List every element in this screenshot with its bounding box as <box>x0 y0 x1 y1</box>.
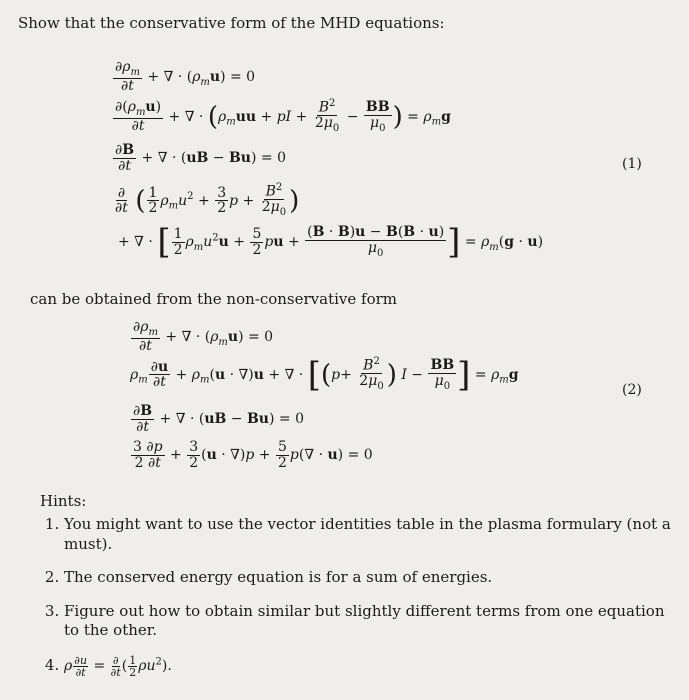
eq1-energy-flux: + ∇ · [ $\frac{1}{2}$ $\rho_mu^2u$ + $\frac{5}{2}$ pu + $\frac{(B \cdot B)u - B(B \cdot u)}{\mu_0}$ ] = $\rho_m(g \cdot u)$ <box>118 222 544 262</box>
hint-item <box>64 655 674 678</box>
eq1-continuity: $\frac{\partial\rho_m}{\partial t}$ + ∇ · $(\rho_mu) = 0$ <box>115 59 256 95</box>
hints-list <box>40 515 674 692</box>
hint-item: 1. You might want to use the vector identities table in the plasma formulary (not a must). <box>64 515 674 554</box>
eq1-induction: $\frac{\partial B}{\partial t}$ + ∇ · (uB − Bu) = 0 <box>115 142 286 174</box>
eq2-number: (2) <box>622 382 642 398</box>
hint-item: 3. Figure out how to obtain similar but slightly different terms from one equation to the other. <box>64 602 674 641</box>
eq2-pressure: $\frac{3 \partial p}{2 \partial t}$ + $\frac{3}{2}$ (u · ∇)p + $\frac{5}{2}$ p(∇ · u) = 0 <box>133 439 373 471</box>
eq2-continuity: $\frac{\partial\rho_m}{\partial t}$ + ∇ · $(\rho_mu) = 0$ <box>133 319 274 355</box>
intro-text: Show that the conservative form of the MHD equations: <box>18 14 445 32</box>
eq1-number: (1) <box>622 156 642 172</box>
eq2-momentum: $\rho_m$ $\frac{\partial u}{\partial t}$ + $\rho_m(u \cdot \nabla)u$ + ∇ · [(p+ $\frac{B^2}{2\mu_0}$ ) I − $\frac{BB}{\mu_0}$ ] = $\rho_mg$ <box>130 354 519 395</box>
middle-text: can be obtained from the non-conservative form <box>30 290 398 308</box>
eq2-induction: $\frac{\partial B}{\partial t}$ + ∇ · (uB − Bu) = 0 <box>133 403 304 435</box>
hint-equation: ρ $\frac{\partial u}{\partial t}$ = $\frac{\partial}{\partial t}$ ( $\frac{1}{2}$ $\rho u^2$). <box>64 653 172 679</box>
hints-heading: Hints: <box>40 492 87 510</box>
hint-item: 2. The conserved energy equation is for a sum of energies. <box>64 568 674 588</box>
eq1-energy-time: $\frac{\partial}{\partial t}$ ( $\frac{1}{2}$ $\rho_mu^2$ + $\frac{3}{2}$ p + $\frac{B^2}{2\mu_0}$ ) <box>115 182 300 219</box>
eq1-momentum: $\frac{\partial(\rho_mu)}{\partial t}$ + ∇ · ($\rho_muu$ + pI + $\frac{B^2}{2\mu_0}$ − $\frac{BB}{\mu_0}$ ) = $\rho_mg$ <box>115 98 451 135</box>
